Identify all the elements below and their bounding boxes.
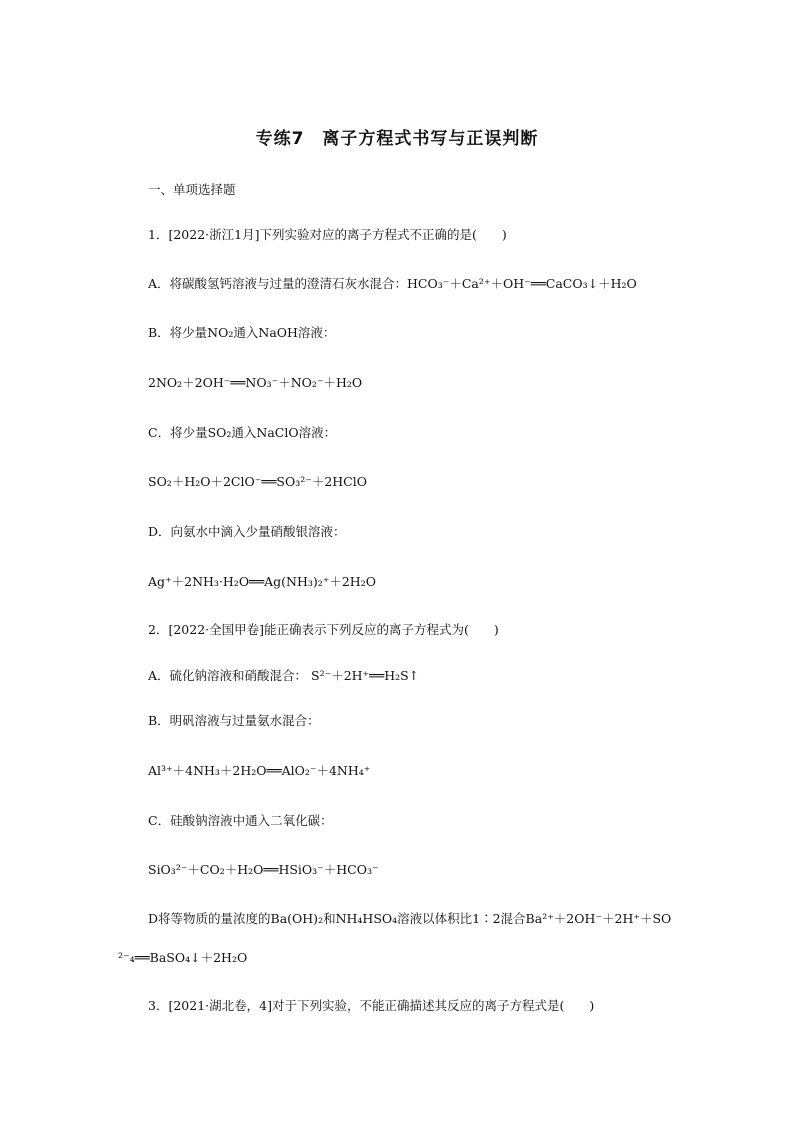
q2-option-c: C．硅酸钠溶液中通入二氧化碳： bbox=[148, 813, 333, 828]
q3-stem: 3．[2021·湖北卷，4]对于下列实验，不能正确描述其反应的离子方程式是( ) bbox=[148, 998, 595, 1013]
q1-a-text: A．将碳酸氢钙溶液与过量的澄清石灰水混合： bbox=[148, 276, 408, 291]
q2-a-text: A．硫化钠溶液和硝酸混合： bbox=[148, 668, 308, 683]
page-title: 专练7 离子方程式书写与正误判断 bbox=[255, 129, 539, 149]
q2-option-a bbox=[148, 668, 419, 684]
q1-stem: 1．[2022·浙江1月]下列实验对应的离子方程式不正确的是( ) bbox=[148, 227, 507, 242]
q1-a-equation: HCO₃⁻＋Ca²⁺＋OH⁻══CaCO₃↓＋H₂O bbox=[407, 276, 637, 291]
q1-c-equation: SO₂＋H₂O＋2ClO⁻══SO₃²⁻＋2HClO bbox=[148, 474, 367, 489]
q2-option-d: D将等物质的量浓度的Ba(OH)₂和NH₄HSO₄溶液以体积比1∶2混合Ba²⁺＋2OH⁻＋2H⁺＋SO bbox=[148, 911, 672, 926]
q1-b-equation: 2NO₂＋2OH⁻══NO₃⁻＋NO₂⁻＋H₂O bbox=[148, 375, 363, 390]
q2-stem: 2．[2022·全国甲卷]能正确表示下列反应的离子方程式为( ) bbox=[148, 622, 499, 637]
q1-d-equation: Ag⁺＋2NH₃·H₂O══Ag(NH₃)₂⁺＋2H₂O bbox=[148, 574, 376, 589]
q2-b-equation: Al³⁺＋4NH₃＋2H₂O══AlO₂⁻＋4NH₄⁺ bbox=[148, 763, 371, 778]
section-heading: 一、单项选择题 bbox=[148, 182, 236, 197]
q1-option-c: C．将少量SO₂通入NaClO溶液： bbox=[148, 425, 337, 440]
q2-c-equation: SiO₃²⁻＋CO₂＋H₂O══HSiO₃⁻＋HCO₃⁻ bbox=[148, 862, 379, 877]
q2-d-continuation: ²⁻₄══BaSO₄↓＋2H₂O bbox=[118, 950, 248, 965]
q1-option-d: D．向氨水中滴入少量硝酸银溶液： bbox=[148, 524, 346, 539]
q1-option-b: B．将少量NO₂通入NaOH溶液： bbox=[148, 325, 336, 340]
q2-option-b: B．明矾溶液与过量氨水混合： bbox=[148, 713, 320, 728]
q1-option-a bbox=[148, 276, 637, 292]
q2-a-equation: S²⁻＋2H⁺══H₂S↑ bbox=[311, 668, 420, 683]
